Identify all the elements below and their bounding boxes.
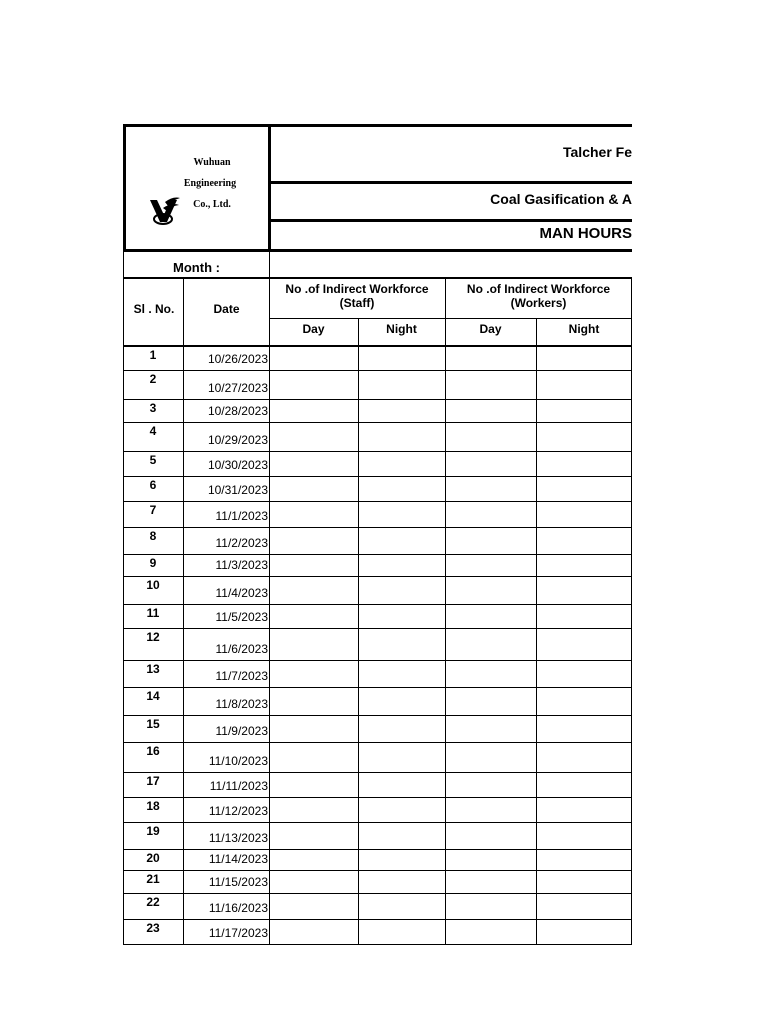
- cell-workers-night[interactable]: [536, 576, 631, 604]
- table-row: [123, 527, 632, 554]
- table-row: [123, 687, 632, 715]
- title-divider-2: [269, 219, 632, 222]
- row-date: 11/11/2023: [209, 779, 268, 793]
- row-date: 11/17/2023: [208, 926, 268, 940]
- cell-staff-day[interactable]: [269, 893, 358, 919]
- table-row: [123, 422, 632, 451]
- row-date: 10/30/2023: [207, 458, 268, 472]
- cell-workers-day[interactable]: [445, 501, 536, 527]
- table-row: [123, 501, 632, 527]
- row-date: 10/31/2023: [207, 483, 268, 497]
- cell-staff-day[interactable]: [269, 576, 358, 604]
- table-row: [123, 628, 632, 660]
- cell-workers-night[interactable]: [536, 687, 631, 715]
- cell-workers-day[interactable]: [445, 346, 536, 370]
- cell-staff-night[interactable]: [358, 576, 445, 604]
- column-group-workers: No .of Indirect Workforce (Workers): [466, 282, 611, 310]
- cell-staff-day[interactable]: [269, 370, 358, 399]
- row-sl-no: 8: [149, 529, 157, 543]
- row-date: 11/14/2023: [208, 852, 268, 866]
- cell-workers-day[interactable]: [445, 715, 536, 742]
- cell-workers-day[interactable]: [445, 870, 536, 893]
- header-bottom-border: [123, 249, 632, 252]
- subheader-divider: [269, 318, 632, 319]
- table-row: [123, 893, 632, 919]
- table-row: [123, 870, 632, 893]
- row-sl-no: 9: [149, 556, 157, 570]
- table-row: [123, 346, 632, 370]
- cell-staff-night[interactable]: [358, 451, 445, 476]
- company-name-line2: Engineering: [183, 178, 237, 189]
- cell-staff-day[interactable]: [269, 346, 358, 370]
- row-date: 11/15/2023: [208, 875, 268, 889]
- cell-staff-night[interactable]: [358, 772, 445, 797]
- cell-staff-day[interactable]: [269, 919, 358, 944]
- cell-staff-day[interactable]: [269, 772, 358, 797]
- wuhuan-logo-icon: [147, 194, 181, 228]
- cell-workers-day[interactable]: [445, 476, 536, 501]
- cell-staff-day[interactable]: [269, 687, 358, 715]
- title-line-1: Talcher Fe: [563, 144, 632, 160]
- row-date: 11/8/2023: [215, 697, 268, 711]
- row-sl-no: 1: [149, 348, 157, 362]
- cell-workers-day[interactable]: [445, 370, 536, 399]
- table-row: [123, 742, 632, 772]
- cell-workers-day[interactable]: [445, 527, 536, 554]
- row-date: 11/7/2023: [215, 669, 268, 683]
- cell-workers-night[interactable]: [536, 346, 631, 370]
- cell-staff-night[interactable]: [358, 893, 445, 919]
- cell-staff-day[interactable]: [269, 422, 358, 451]
- row-sl-no: 20: [146, 851, 160, 865]
- cell-staff-night[interactable]: [358, 742, 445, 772]
- table-row: [123, 772, 632, 797]
- row-date: 10/29/2023: [207, 433, 268, 447]
- row-sl-no: 22: [146, 895, 160, 909]
- row-sl-no: 11: [146, 606, 160, 620]
- table-row: [123, 399, 632, 422]
- title-divider-1: [269, 181, 632, 184]
- cell-workers-night[interactable]: [536, 893, 631, 919]
- row-sl-no: 21: [146, 872, 160, 886]
- cell-workers-day[interactable]: [445, 451, 536, 476]
- row-date: 11/1/2023: [215, 509, 268, 523]
- table-row: [123, 370, 632, 399]
- cell-workers-night[interactable]: [536, 451, 631, 476]
- cell-staff-night[interactable]: [358, 370, 445, 399]
- table-row: [123, 797, 632, 822]
- cell-workers-day[interactable]: [445, 742, 536, 772]
- column-sl-no: Sl . No.: [133, 302, 175, 316]
- cell-staff-day[interactable]: [269, 554, 358, 576]
- cell-staff-day[interactable]: [269, 451, 358, 476]
- cell-staff-night[interactable]: [358, 822, 445, 849]
- cell-workers-night[interactable]: [536, 772, 631, 797]
- table-top-border: [123, 124, 632, 127]
- row-date: 11/2/2023: [215, 536, 268, 550]
- cell-staff-night[interactable]: [358, 527, 445, 554]
- title-line-2: Coal Gasification & A: [490, 191, 632, 207]
- cell-workers-night[interactable]: [536, 527, 631, 554]
- cell-workers-day[interactable]: [445, 604, 536, 628]
- cell-workers-night[interactable]: [536, 919, 631, 944]
- cell-workers-day[interactable]: [445, 849, 536, 870]
- cell-staff-night[interactable]: [358, 628, 445, 660]
- row-date: 11/9/2023: [215, 724, 268, 738]
- title-line-3: MAN HOURS: [539, 225, 632, 242]
- cell-staff-night[interactable]: [358, 501, 445, 527]
- cell-staff-day[interactable]: [269, 628, 358, 660]
- cell-staff-night[interactable]: [358, 604, 445, 628]
- column-staff-day: Day: [302, 322, 325, 336]
- cell-staff-night[interactable]: [358, 346, 445, 370]
- cell-staff-day[interactable]: [269, 604, 358, 628]
- row-sl-no: 7: [149, 503, 157, 517]
- cell-workers-night[interactable]: [536, 849, 631, 870]
- cell-workers-night[interactable]: [536, 628, 631, 660]
- table-row: [123, 849, 632, 870]
- cell-workers-night[interactable]: [536, 422, 631, 451]
- cell-staff-day[interactable]: [269, 797, 358, 822]
- cell-staff-day[interactable]: [269, 742, 358, 772]
- cell-staff-night[interactable]: [358, 422, 445, 451]
- row-sl-no: 19: [146, 824, 160, 838]
- row-date: 11/3/2023: [215, 558, 268, 572]
- cell-staff-night[interactable]: [358, 554, 445, 576]
- row-date: 10/27/2023: [207, 381, 268, 395]
- table-row: [123, 660, 632, 687]
- cell-staff-night[interactable]: [358, 687, 445, 715]
- row-sl-no: 18: [146, 799, 160, 813]
- table-row: [123, 451, 632, 476]
- row-sl-no: 14: [146, 689, 160, 703]
- cell-workers-day[interactable]: [445, 554, 536, 576]
- row-date: 10/28/2023: [207, 404, 268, 418]
- cell-staff-night[interactable]: [358, 660, 445, 687]
- cell-workers-day[interactable]: [445, 576, 536, 604]
- row-date: 11/5/2023: [215, 610, 268, 624]
- cell-workers-day[interactable]: [445, 919, 536, 944]
- cell-workers-day[interactable]: [445, 399, 536, 422]
- row-date: 11/6/2023: [215, 642, 268, 656]
- row-sl-no: 6: [149, 478, 157, 492]
- company-name-line3: Co., Ltd.: [193, 199, 231, 210]
- cell-workers-night[interactable]: [536, 399, 631, 422]
- month-label: Month :: [173, 260, 220, 275]
- cell-workers-night[interactable]: [536, 501, 631, 527]
- cell-workers-day[interactable]: [445, 687, 536, 715]
- cell-workers-day[interactable]: [445, 797, 536, 822]
- cell-staff-night[interactable]: [358, 399, 445, 422]
- company-name-line1: Wuhuan: [193, 157, 231, 168]
- cell-staff-night[interactable]: [358, 919, 445, 944]
- cell-staff-day[interactable]: [269, 501, 358, 527]
- row-date: 11/10/2023: [208, 754, 268, 768]
- cell-workers-night[interactable]: [536, 476, 631, 501]
- cell-workers-day[interactable]: [445, 893, 536, 919]
- column-date: Date: [213, 302, 240, 316]
- table-row: [123, 604, 632, 628]
- cell-staff-day[interactable]: [269, 822, 358, 849]
- table-row: [123, 554, 632, 576]
- cell-staff-day[interactable]: [269, 660, 358, 687]
- cell-staff-night[interactable]: [358, 870, 445, 893]
- table-row: [123, 919, 632, 944]
- row-sl-no: 15: [146, 717, 160, 731]
- row-sl-no: 16: [146, 744, 160, 758]
- logo-right-border: [268, 124, 271, 250]
- row-date: 11/12/2023: [208, 804, 268, 818]
- column-header-top-border: [123, 277, 632, 279]
- row-sl-no: 13: [146, 662, 160, 676]
- cell-staff-day[interactable]: [269, 870, 358, 893]
- month-row-divider: [269, 250, 270, 278]
- row-sl-no: 2: [149, 372, 157, 386]
- cell-staff-day[interactable]: [269, 399, 358, 422]
- cell-workers-night[interactable]: [536, 660, 631, 687]
- table-row: [123, 576, 632, 604]
- cell-workers-day[interactable]: [445, 422, 536, 451]
- row-sl-no: 23: [146, 921, 160, 935]
- cell-workers-day[interactable]: [445, 660, 536, 687]
- cell-staff-day[interactable]: [269, 476, 358, 501]
- column-group-staff: No .of Indirect Workforce (Staff): [285, 282, 429, 310]
- cell-staff-day[interactable]: [269, 849, 358, 870]
- row-divider: [123, 944, 632, 945]
- row-sl-no: 17: [146, 774, 160, 788]
- cell-workers-night[interactable]: [536, 870, 631, 893]
- table-row: [123, 476, 632, 501]
- cell-workers-day[interactable]: [445, 772, 536, 797]
- cell-workers-day[interactable]: [445, 822, 536, 849]
- row-date: 11/13/2023: [208, 831, 268, 845]
- cell-workers-night[interactable]: [536, 554, 631, 576]
- column-staff-night: Night: [386, 322, 417, 336]
- row-sl-no: 5: [149, 453, 157, 467]
- cell-workers-night[interactable]: [536, 822, 631, 849]
- row-sl-no: 4: [149, 424, 157, 438]
- cell-staff-night[interactable]: [358, 849, 445, 870]
- cell-staff-night[interactable]: [358, 476, 445, 501]
- cell-workers-night[interactable]: [536, 797, 631, 822]
- row-date: 11/4/2023: [215, 586, 268, 600]
- cell-workers-night[interactable]: [536, 742, 631, 772]
- row-sl-no: 12: [146, 630, 160, 644]
- cell-workers-night[interactable]: [536, 370, 631, 399]
- column-workers-day: Day: [479, 322, 502, 336]
- table-row: [123, 715, 632, 742]
- cell-workers-day[interactable]: [445, 628, 536, 660]
- column-workers-night: Night: [568, 322, 600, 336]
- row-sl-no: 10: [146, 578, 160, 592]
- cell-staff-day[interactable]: [269, 527, 358, 554]
- row-date: 10/26/2023: [207, 352, 268, 366]
- cell-staff-night[interactable]: [358, 715, 445, 742]
- cell-staff-night[interactable]: [358, 797, 445, 822]
- cell-workers-night[interactable]: [536, 715, 631, 742]
- row-sl-no: 3: [149, 401, 157, 415]
- cell-staff-day[interactable]: [269, 715, 358, 742]
- cell-workers-night[interactable]: [536, 604, 631, 628]
- header-left-border: [123, 124, 126, 250]
- table-row: [123, 822, 632, 849]
- row-date: 11/16/2023: [208, 901, 268, 915]
